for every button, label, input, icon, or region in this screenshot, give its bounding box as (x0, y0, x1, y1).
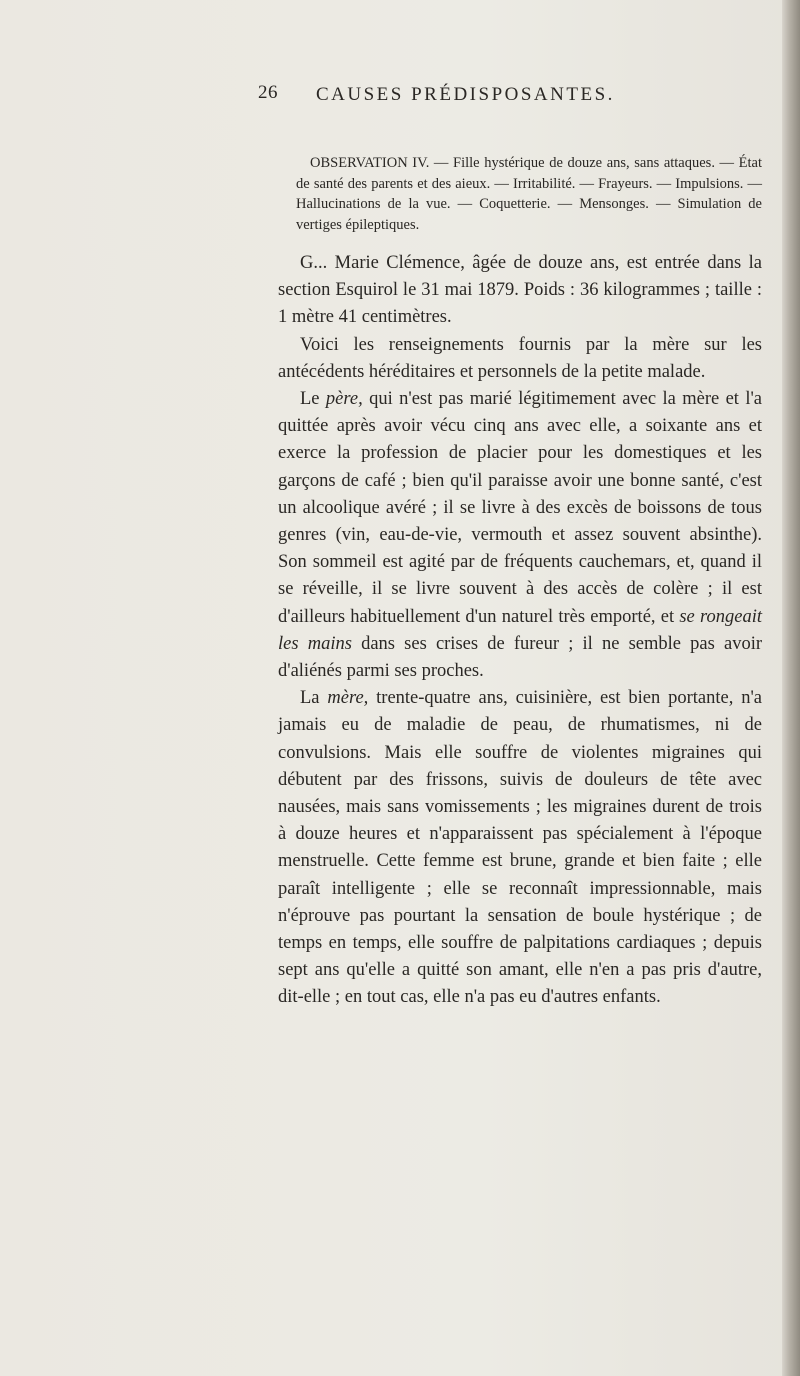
paragraph-3-tail: dans ses crises de fureur ; il ne semble pas avoir d'aliénés parmi ses proches. (278, 633, 762, 682)
paragraph-2: Voici les renseignements fournis par la mère sur les antécédents héréditaires et personnels de la petite malade. (278, 334, 762, 382)
page-number: 26 (258, 82, 278, 103)
page-header (0, 82, 800, 112)
paragraph-3-lead: Le (300, 389, 326, 410)
paragraph-1: G... Marie Clémence, âgée de douze ans, est entrée dans la section Esquirol le 31 mai 1879. Poids : 36 kilogrammes ; taille : 1 mètre 41 centimètres. (278, 253, 762, 328)
paragraph-4 (278, 685, 762, 1011)
observation-summary-text: OBSERVATION IV. — Fille hystérique de douze ans, sans attaques. — État de santé des parents et des aieux. — Irritabilité. — Frayeurs. — Impulsions. — Hallucinations de la vue. — Coquetterie. — Mensonges. — Simulation de vertiges épileptiques. (296, 155, 762, 233)
paragraph-3-italic-pere: père, (325, 389, 363, 410)
observation-summary (296, 153, 762, 235)
paragraph-3-italic-phrase: se rongeait les mains (278, 606, 762, 654)
running-head: CAUSES PRÉDISPOSANTES. (316, 84, 615, 105)
paragraph-4-tail: trente-quatre ans, cuisinière, est bien portante, n'a jamais eu de maladie de peau, de rhumatismes, ni de convulsions. Mais elle souffre de violentes migraines qui débutent par des frissons, suivis de douleurs de tête avec nausées, mais sans vomissements ; les migraines durent de trois à douze heures et n'apparaissent pas spécialement à l'époque menstruelle. Cette femme est brune, grande et bien faite ; elle paraît intelligente ; elle se reconnaît impressionnable, mais n'éprouve pas pourtant la sensation de boule hystérique ; de temps en temps, elle souffre de palpitations cardiaques ; depuis sept ans qu'elle a quitté son amant, elle n'en a pas pris d'autre, dit-elle ; en tout cas, elle n'a pas eu d'autres enfants. (278, 688, 762, 1008)
paragraph-4-italic-mere: mère, (327, 688, 369, 709)
paragraph-4-lead: La (300, 688, 328, 709)
paragraph-3-middle: qui n'est pas marié légitimement avec la mère et l'a quittée après avoir vécu cinq ans avec elle, a soixante ans et exerce la profession de placier pour les domestiques et les garçons de café ; bien qu'il paraisse avoir une bonne santé, c'est un alcoolique avéré ; il se livre à des excès de boissons de tous genres (vin, eau-de-vie, vermouth et assez souvent absinthe). Son sommeil est agité par de fréquents cauchemars, et, quand il se réveille, il se livre souvent à des accès de colère ; il est d'ailleurs habituellement d'un naturel très emporté, et (278, 389, 762, 627)
page-edge-shadow (782, 0, 800, 1376)
body-text (278, 250, 762, 1012)
paragraph-3 (278, 386, 762, 685)
